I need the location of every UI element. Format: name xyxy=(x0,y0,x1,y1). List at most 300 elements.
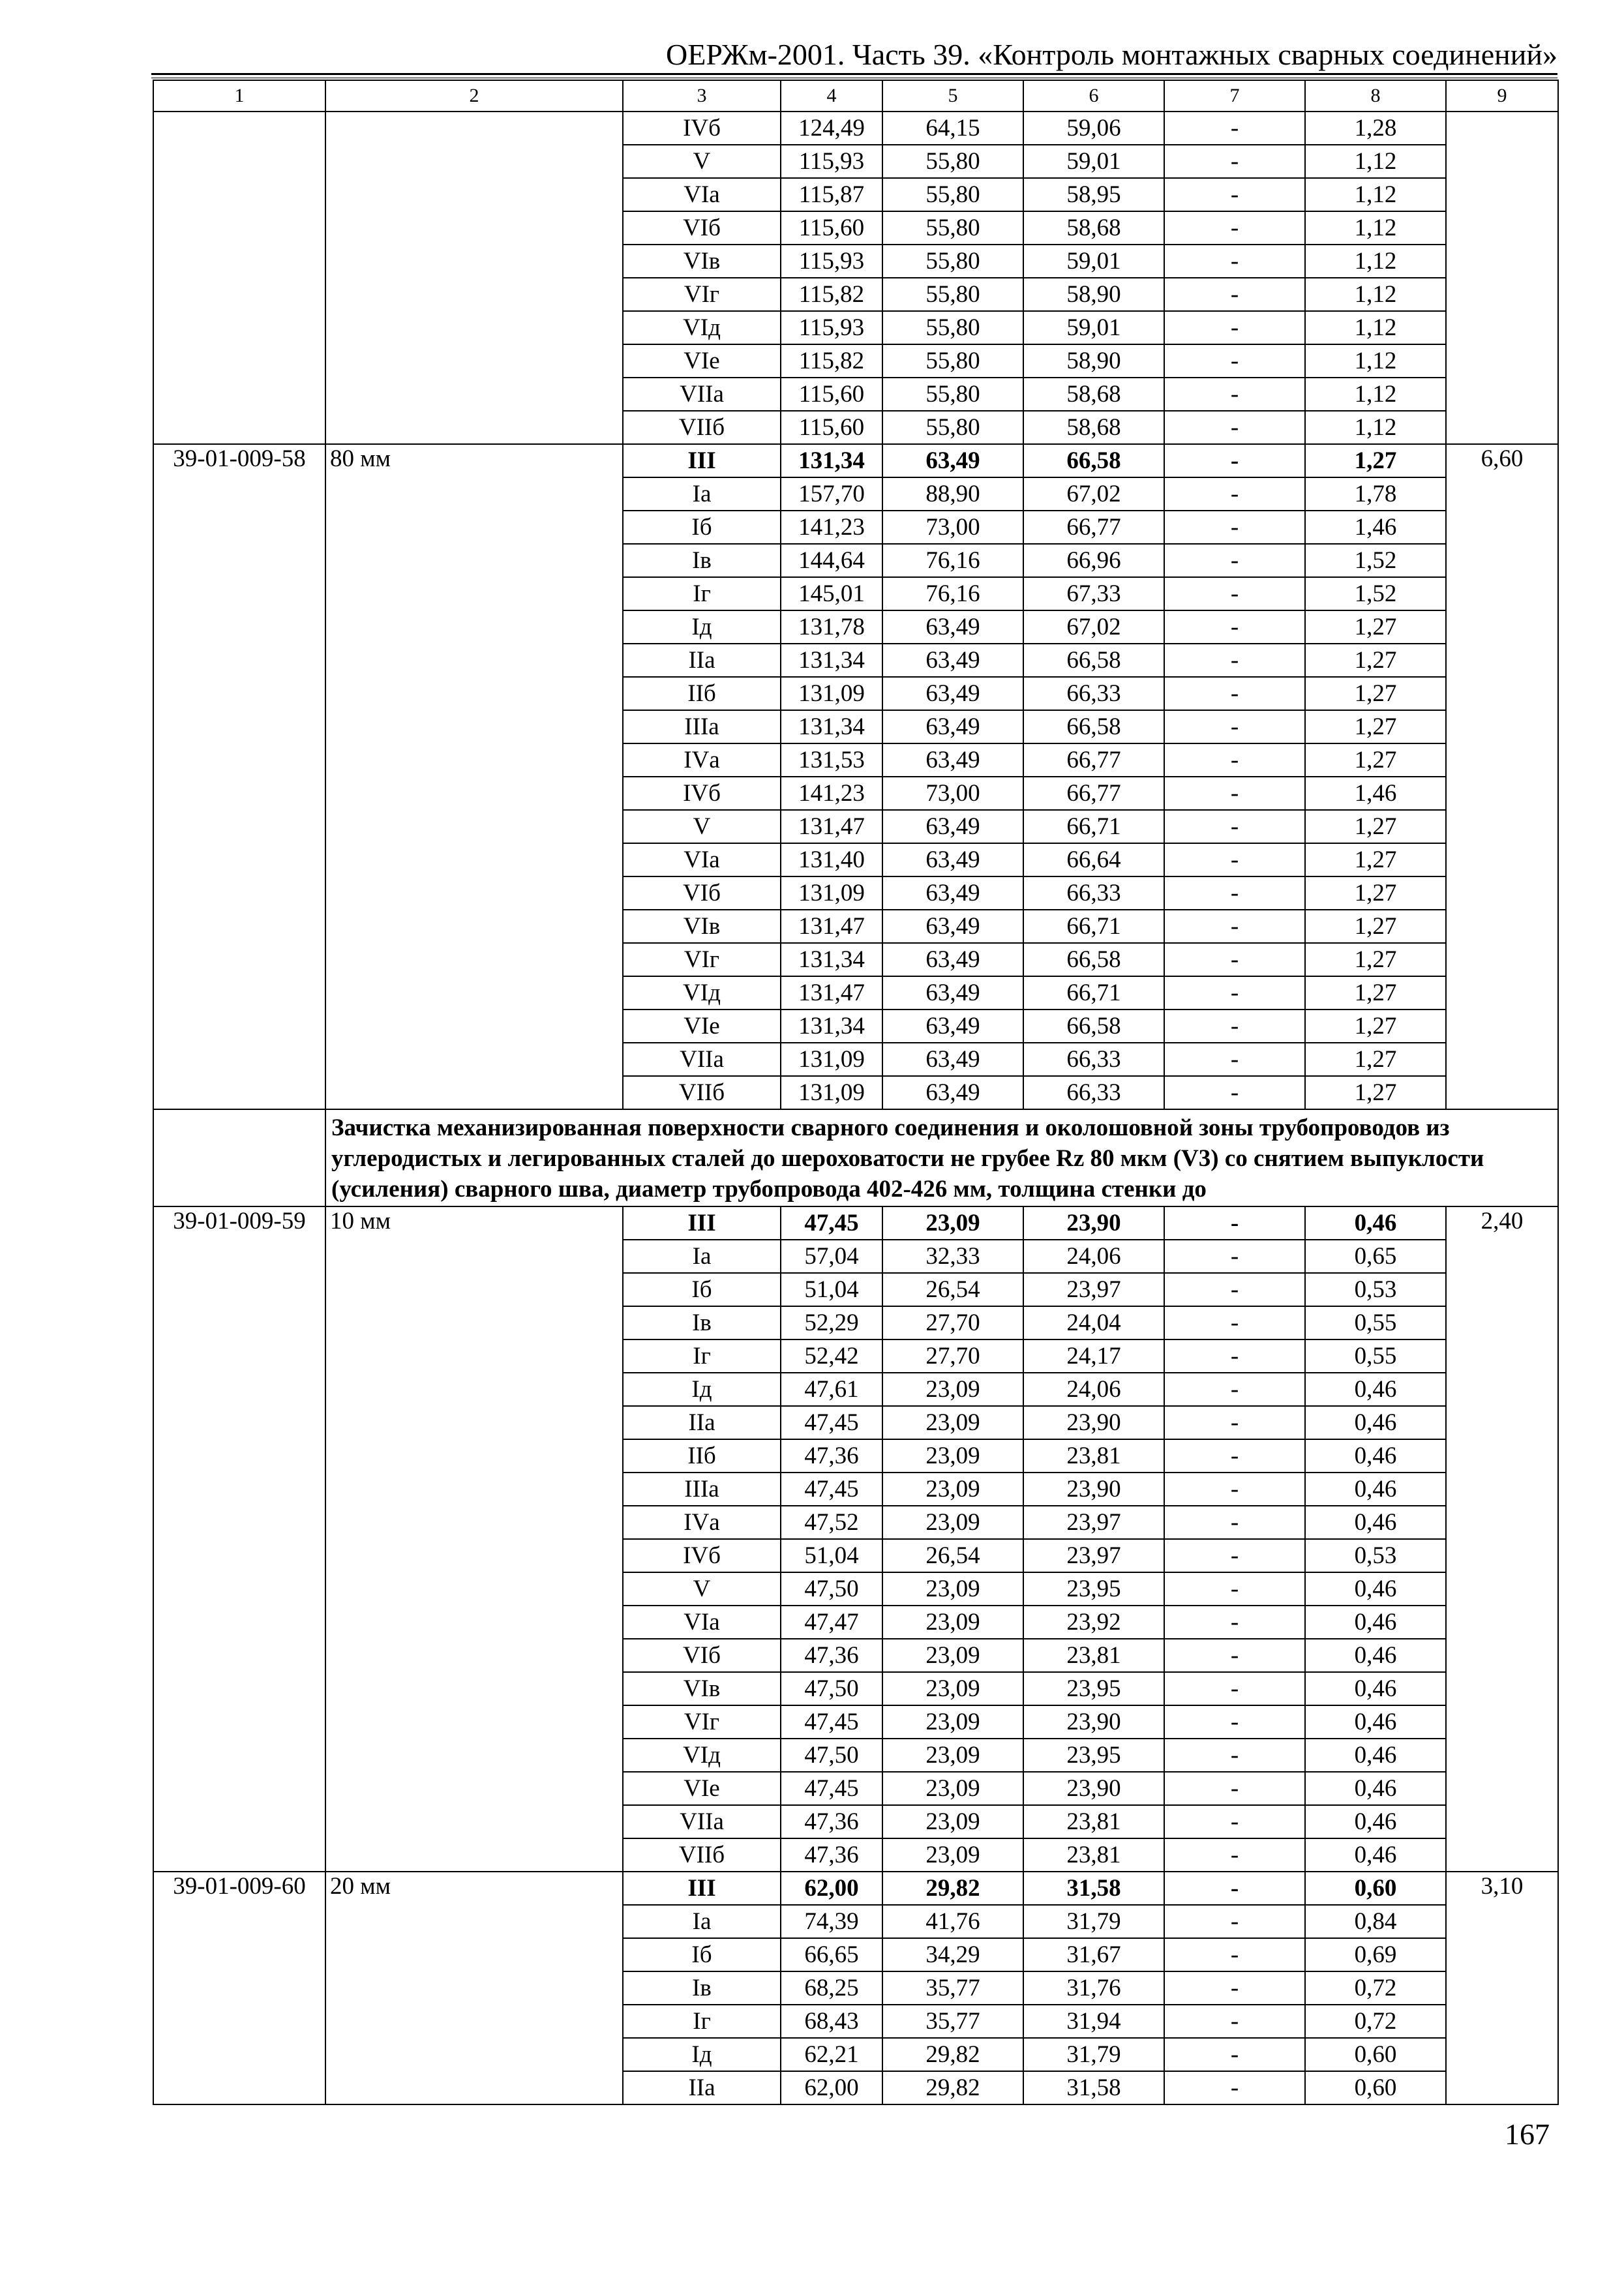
value-cell: 23,81 xyxy=(1023,1639,1164,1672)
value-cell: - xyxy=(1164,1606,1305,1639)
zone-cell: VIг xyxy=(623,278,781,311)
value-cell: 66,33 xyxy=(1023,1043,1164,1076)
zone-cell: IVа xyxy=(623,1506,781,1539)
zone-cell: VIг xyxy=(623,1705,781,1739)
value-cell: 51,04 xyxy=(781,1273,882,1306)
value-cell: - xyxy=(1164,1772,1305,1805)
value-cell: 55,80 xyxy=(882,378,1023,411)
total-cell: 2,40 xyxy=(1446,1206,1558,1872)
value-cell: 23,81 xyxy=(1023,1439,1164,1473)
zone-cell: V xyxy=(623,145,781,178)
value-cell: 66,64 xyxy=(1023,843,1164,876)
zone-cell: Iг xyxy=(623,1339,781,1373)
value-cell: 76,16 xyxy=(882,544,1023,577)
zone-cell: VIа xyxy=(623,1606,781,1639)
value-cell: - xyxy=(1164,743,1305,777)
value-cell: 23,09 xyxy=(882,1439,1023,1473)
value-cell: 0,46 xyxy=(1305,1506,1446,1539)
size-cell: 20 мм xyxy=(325,1872,623,2104)
value-cell: 1,12 xyxy=(1305,245,1446,278)
value-cell: 115,93 xyxy=(781,245,882,278)
value-cell: 0,72 xyxy=(1305,1971,1446,2005)
value-cell: 1,27 xyxy=(1305,810,1446,843)
zone-cell: VIIб xyxy=(623,1076,781,1109)
value-cell: 141,23 xyxy=(781,777,882,810)
value-cell: 1,12 xyxy=(1305,311,1446,344)
zone-cell: VIа xyxy=(623,843,781,876)
value-cell: 1,27 xyxy=(1305,677,1446,710)
value-cell: 131,47 xyxy=(781,910,882,943)
value-cell: - xyxy=(1164,1076,1305,1109)
value-cell: 47,36 xyxy=(781,1838,882,1872)
value-cell: - xyxy=(1164,1705,1305,1739)
value-cell: - xyxy=(1164,2005,1305,2038)
zone-cell: Iд xyxy=(623,610,781,644)
value-cell: 66,71 xyxy=(1023,976,1164,1010)
value-cell: 1,12 xyxy=(1305,378,1446,411)
value-cell: 57,04 xyxy=(781,1240,882,1273)
value-cell: - xyxy=(1164,1739,1305,1772)
value-cell: - xyxy=(1164,511,1305,544)
size-cell xyxy=(325,112,623,444)
value-cell: 58,95 xyxy=(1023,178,1164,211)
value-cell: 115,82 xyxy=(781,278,882,311)
zone-cell: Iб xyxy=(623,1938,781,1971)
value-cell: - xyxy=(1164,378,1305,411)
value-cell: 55,80 xyxy=(882,211,1023,245)
table-row xyxy=(153,444,1558,477)
table-row xyxy=(153,1206,1558,1240)
value-cell: 1,27 xyxy=(1305,644,1446,677)
value-cell: 66,58 xyxy=(1023,943,1164,976)
zone-cell: Iа xyxy=(623,477,781,511)
zone-cell: VIб xyxy=(623,1639,781,1672)
value-cell: 29,82 xyxy=(882,2071,1023,2104)
value-cell: 144,64 xyxy=(781,544,882,577)
column-number: 9 xyxy=(1446,80,1558,112)
value-cell: 23,81 xyxy=(1023,1838,1164,1872)
value-cell: 52,29 xyxy=(781,1306,882,1339)
value-cell: 47,45 xyxy=(781,1206,882,1240)
zone-cell: Iг xyxy=(623,577,781,610)
value-cell: - xyxy=(1164,1905,1305,1938)
value-cell: 0,53 xyxy=(1305,1539,1446,1572)
value-cell: 23,81 xyxy=(1023,1805,1164,1838)
value-cell: 63,49 xyxy=(882,644,1023,677)
value-cell: - xyxy=(1164,344,1305,378)
value-cell: 0,46 xyxy=(1305,1639,1446,1672)
zone-cell: VIIа xyxy=(623,1043,781,1076)
value-cell: - xyxy=(1164,1572,1305,1606)
total-cell xyxy=(1446,112,1558,444)
value-cell: 29,82 xyxy=(882,2038,1023,2071)
value-cell: 55,80 xyxy=(882,411,1023,444)
value-cell: 73,00 xyxy=(882,511,1023,544)
value-cell: - xyxy=(1164,444,1305,477)
value-cell: 63,49 xyxy=(882,976,1023,1010)
value-cell: 131,47 xyxy=(781,810,882,843)
value-cell: - xyxy=(1164,1639,1305,1672)
value-cell: - xyxy=(1164,1439,1305,1473)
value-cell: 59,01 xyxy=(1023,245,1164,278)
value-cell: 1,28 xyxy=(1305,112,1446,145)
value-cell: 115,60 xyxy=(781,211,882,245)
column-number: 6 xyxy=(1023,80,1164,112)
zone-cell: IIIа xyxy=(623,710,781,743)
value-cell: 66,65 xyxy=(781,1938,882,1971)
value-cell: 1,27 xyxy=(1305,743,1446,777)
value-cell: 47,61 xyxy=(781,1373,882,1406)
value-cell: 58,68 xyxy=(1023,378,1164,411)
value-cell: 24,06 xyxy=(1023,1373,1164,1406)
value-cell: 0,53 xyxy=(1305,1273,1446,1306)
value-cell: 0,55 xyxy=(1305,1306,1446,1339)
value-cell: 23,95 xyxy=(1023,1672,1164,1705)
value-cell: - xyxy=(1164,1406,1305,1439)
value-cell: 63,49 xyxy=(882,710,1023,743)
value-cell: 62,00 xyxy=(781,1872,882,1905)
value-cell: 66,71 xyxy=(1023,810,1164,843)
column-number: 8 xyxy=(1305,80,1446,112)
section-heading-row xyxy=(153,1109,1558,1206)
value-cell: - xyxy=(1164,1339,1305,1373)
column-number: 3 xyxy=(623,80,781,112)
value-cell: 58,90 xyxy=(1023,344,1164,378)
value-cell: 63,49 xyxy=(882,843,1023,876)
zone-cell: VIд xyxy=(623,1739,781,1772)
value-cell: 55,80 xyxy=(882,344,1023,378)
value-cell: 157,70 xyxy=(781,477,882,511)
value-cell: 1,27 xyxy=(1305,1043,1446,1076)
value-cell: 23,90 xyxy=(1023,1473,1164,1506)
section-heading: Зачистка механизированная поверхности сварного соединения и околошовной зоны трубопроводов из углеродистых и легированных сталей до шероховатости не грубее Rz 80 мкм (V3) со снятием выпуклости (усиления) сварного шва, диаметр трубопровода 402-426 мм, толщина стенки до xyxy=(325,1109,1558,1206)
value-cell: 67,33 xyxy=(1023,577,1164,610)
zone-cell: Iа xyxy=(623,1240,781,1273)
value-cell: 29,82 xyxy=(882,1872,1023,1905)
value-cell: 47,45 xyxy=(781,1705,882,1739)
value-cell: 23,09 xyxy=(882,1406,1023,1439)
value-cell: 31,58 xyxy=(1023,2071,1164,2104)
value-cell: 67,02 xyxy=(1023,610,1164,644)
zone-cell: VIIб xyxy=(623,411,781,444)
value-cell: 58,68 xyxy=(1023,411,1164,444)
value-cell: 63,49 xyxy=(882,610,1023,644)
zone-cell: Iв xyxy=(623,1971,781,2005)
zone-cell: IIб xyxy=(623,1439,781,1473)
table-row xyxy=(153,1872,1558,1905)
value-cell: 145,01 xyxy=(781,577,882,610)
value-cell: 1,46 xyxy=(1305,511,1446,544)
value-cell: 0,46 xyxy=(1305,1572,1446,1606)
value-cell: - xyxy=(1164,910,1305,943)
zone-cell: VIд xyxy=(623,311,781,344)
value-cell: 55,80 xyxy=(882,145,1023,178)
value-cell: - xyxy=(1164,211,1305,245)
value-cell: 131,34 xyxy=(781,1010,882,1043)
value-cell: 31,76 xyxy=(1023,1971,1164,2005)
value-cell: - xyxy=(1164,1506,1305,1539)
value-cell: 62,00 xyxy=(781,2071,882,2104)
value-cell: 1,27 xyxy=(1305,943,1446,976)
value-cell: - xyxy=(1164,810,1305,843)
value-cell: 23,09 xyxy=(882,1639,1023,1672)
value-cell: - xyxy=(1164,610,1305,644)
value-cell: 131,09 xyxy=(781,1076,882,1109)
value-cell: 131,47 xyxy=(781,976,882,1010)
value-cell: 26,54 xyxy=(882,1273,1023,1306)
value-cell: 68,43 xyxy=(781,2005,882,2038)
value-cell: 0,46 xyxy=(1305,1373,1446,1406)
value-cell: - xyxy=(1164,1971,1305,2005)
value-cell: 66,71 xyxy=(1023,910,1164,943)
value-cell: 0,46 xyxy=(1305,1838,1446,1872)
value-cell: 55,80 xyxy=(882,311,1023,344)
value-cell: 55,80 xyxy=(882,278,1023,311)
value-cell: 115,60 xyxy=(781,411,882,444)
zone-cell: IVб xyxy=(623,777,781,810)
value-cell: 1,27 xyxy=(1305,843,1446,876)
value-cell: - xyxy=(1164,1273,1305,1306)
value-cell: 1,52 xyxy=(1305,577,1446,610)
value-cell: 66,58 xyxy=(1023,444,1164,477)
value-cell: 1,12 xyxy=(1305,145,1446,178)
value-cell: 0,46 xyxy=(1305,1705,1446,1739)
value-cell: 115,82 xyxy=(781,344,882,378)
value-cell: 59,01 xyxy=(1023,145,1164,178)
value-cell: 0,55 xyxy=(1305,1339,1446,1373)
value-cell: 47,50 xyxy=(781,1672,882,1705)
zone-cell: Iа xyxy=(623,1905,781,1938)
value-cell: 58,68 xyxy=(1023,211,1164,245)
value-cell: 0,84 xyxy=(1305,1905,1446,1938)
zone-cell: VIе xyxy=(623,1772,781,1805)
zone-cell: IVб xyxy=(623,1539,781,1572)
column-number: 7 xyxy=(1164,80,1305,112)
value-cell: 63,49 xyxy=(882,677,1023,710)
value-cell: 0,69 xyxy=(1305,1938,1446,1971)
value-cell: - xyxy=(1164,145,1305,178)
value-cell: 68,25 xyxy=(781,1971,882,2005)
value-cell: 1,27 xyxy=(1305,910,1446,943)
zone-cell: IIа xyxy=(623,1406,781,1439)
zone-cell: VIIа xyxy=(623,1805,781,1838)
value-cell: 31,58 xyxy=(1023,1872,1164,1905)
value-cell: 63,49 xyxy=(882,743,1023,777)
value-cell: 0,46 xyxy=(1305,1606,1446,1639)
value-cell: - xyxy=(1164,1672,1305,1705)
value-cell: - xyxy=(1164,876,1305,910)
value-cell: 47,36 xyxy=(781,1639,882,1672)
code-cell: 39-01-009-59 xyxy=(153,1206,325,1872)
value-cell: 131,34 xyxy=(781,710,882,743)
column-number: 2 xyxy=(325,80,623,112)
value-cell: 63,49 xyxy=(882,876,1023,910)
value-cell: 1,12 xyxy=(1305,411,1446,444)
value-cell: 63,49 xyxy=(882,943,1023,976)
value-cell: 124,49 xyxy=(781,112,882,145)
value-cell: 47,36 xyxy=(781,1805,882,1838)
code-cell: 39-01-009-60 xyxy=(153,1872,325,2104)
value-cell: 23,95 xyxy=(1023,1572,1164,1606)
value-cell: - xyxy=(1164,1206,1305,1240)
value-cell: 1,12 xyxy=(1305,344,1446,378)
value-cell: 1,27 xyxy=(1305,976,1446,1010)
zone-cell: Iб xyxy=(623,1273,781,1306)
zone-cell: Iв xyxy=(623,1306,781,1339)
value-cell: - xyxy=(1164,1010,1305,1043)
value-cell: 47,50 xyxy=(781,1739,882,1772)
value-cell: - xyxy=(1164,976,1305,1010)
page-number: 167 xyxy=(1505,2117,1550,2151)
value-cell: 66,96 xyxy=(1023,544,1164,577)
zone-cell: IVб xyxy=(623,112,781,145)
value-cell: - xyxy=(1164,245,1305,278)
table-body xyxy=(153,80,1558,2104)
value-cell: 74,39 xyxy=(781,1905,882,1938)
value-cell: - xyxy=(1164,278,1305,311)
value-cell: 23,09 xyxy=(882,1473,1023,1506)
value-cell: 131,09 xyxy=(781,1043,882,1076)
value-cell: - xyxy=(1164,544,1305,577)
value-cell: 23,90 xyxy=(1023,1206,1164,1240)
zone-cell: V xyxy=(623,1572,781,1606)
value-cell: 23,09 xyxy=(882,1373,1023,1406)
value-cell: 23,09 xyxy=(882,1672,1023,1705)
total-cell: 3,10 xyxy=(1446,1872,1558,2104)
value-cell: 66,33 xyxy=(1023,876,1164,910)
table-row xyxy=(153,112,1558,145)
zone-cell: IIа xyxy=(623,2071,781,2104)
value-cell: 1,27 xyxy=(1305,1010,1446,1043)
value-cell: 66,77 xyxy=(1023,743,1164,777)
zone-cell: Iг xyxy=(623,2005,781,2038)
value-cell: 23,09 xyxy=(882,1572,1023,1606)
value-cell: - xyxy=(1164,1938,1305,1971)
value-cell: 23,09 xyxy=(882,1739,1023,1772)
value-cell: 64,15 xyxy=(882,112,1023,145)
value-cell: 32,33 xyxy=(882,1240,1023,1273)
value-cell: 31,94 xyxy=(1023,2005,1164,2038)
zone-cell: VIб xyxy=(623,211,781,245)
value-cell: - xyxy=(1164,1473,1305,1506)
value-cell: 47,45 xyxy=(781,1473,882,1506)
value-cell: - xyxy=(1164,1373,1305,1406)
zone-cell: V xyxy=(623,810,781,843)
value-cell: 66,58 xyxy=(1023,644,1164,677)
value-cell: 1,12 xyxy=(1305,211,1446,245)
value-cell: - xyxy=(1164,1240,1305,1273)
column-number: 4 xyxy=(781,80,882,112)
value-cell: - xyxy=(1164,1306,1305,1339)
value-cell: 27,70 xyxy=(882,1306,1023,1339)
value-cell: - xyxy=(1164,1872,1305,1905)
value-cell: 23,09 xyxy=(882,1838,1023,1872)
value-cell: 115,93 xyxy=(781,311,882,344)
value-cell: 66,33 xyxy=(1023,1076,1164,1109)
value-cell: 23,97 xyxy=(1023,1539,1164,1572)
zone-cell: IIб xyxy=(623,677,781,710)
column-number: 1 xyxy=(153,80,325,112)
value-cell: 35,77 xyxy=(882,2005,1023,2038)
zone-cell: VIв xyxy=(623,910,781,943)
value-cell: 0,46 xyxy=(1305,1473,1446,1506)
value-cell: 23,95 xyxy=(1023,1739,1164,1772)
value-cell: 0,46 xyxy=(1305,1772,1446,1805)
value-cell: 1,27 xyxy=(1305,1076,1446,1109)
value-cell: 59,06 xyxy=(1023,112,1164,145)
value-cell: - xyxy=(1164,1043,1305,1076)
value-cell: 1,27 xyxy=(1305,444,1446,477)
value-cell: - xyxy=(1164,2038,1305,2071)
value-cell: 115,60 xyxy=(781,378,882,411)
value-cell: 24,17 xyxy=(1023,1339,1164,1373)
value-cell: 131,09 xyxy=(781,677,882,710)
value-cell: 26,54 xyxy=(882,1539,1023,1572)
value-cell: 131,40 xyxy=(781,843,882,876)
value-cell: 1,12 xyxy=(1305,178,1446,211)
value-cell: 23,09 xyxy=(882,1206,1023,1240)
column-number-row xyxy=(153,80,1558,112)
value-cell: 23,90 xyxy=(1023,1705,1164,1739)
value-cell: 23,90 xyxy=(1023,1772,1164,1805)
value-cell: 23,09 xyxy=(882,1772,1023,1805)
code-cell: 39-01-009-58 xyxy=(153,444,325,1109)
value-cell: 131,78 xyxy=(781,610,882,644)
value-cell: - xyxy=(1164,677,1305,710)
total-cell: 6,60 xyxy=(1446,444,1558,1109)
value-cell: 23,09 xyxy=(882,1805,1023,1838)
value-cell: 63,49 xyxy=(882,810,1023,843)
value-cell: 24,04 xyxy=(1023,1306,1164,1339)
zone-cell: III xyxy=(623,1206,781,1240)
value-cell: 35,77 xyxy=(882,1971,1023,2005)
zone-cell: IIа xyxy=(623,644,781,677)
value-cell: 115,93 xyxy=(781,145,882,178)
value-cell: 1,78 xyxy=(1305,477,1446,511)
value-cell: 62,21 xyxy=(781,2038,882,2071)
value-cell: - xyxy=(1164,411,1305,444)
value-cell: 63,49 xyxy=(882,1076,1023,1109)
value-cell: - xyxy=(1164,178,1305,211)
value-cell: 0,46 xyxy=(1305,1406,1446,1439)
value-cell: 47,50 xyxy=(781,1572,882,1606)
zone-cell: VIв xyxy=(623,245,781,278)
value-cell: 41,76 xyxy=(882,1905,1023,1938)
value-cell: 66,77 xyxy=(1023,511,1164,544)
zone-cell: Iб xyxy=(623,511,781,544)
value-cell: 63,49 xyxy=(882,910,1023,943)
value-cell: 0,46 xyxy=(1305,1672,1446,1705)
value-cell: - xyxy=(1164,112,1305,145)
value-cell: 76,16 xyxy=(882,577,1023,610)
value-cell: 1,52 xyxy=(1305,544,1446,577)
value-cell: - xyxy=(1164,311,1305,344)
zone-cell: VIа xyxy=(623,178,781,211)
value-cell: 73,00 xyxy=(882,777,1023,810)
value-cell: 51,04 xyxy=(781,1539,882,1572)
value-cell: 63,49 xyxy=(882,444,1023,477)
value-cell: 141,23 xyxy=(781,511,882,544)
column-number: 5 xyxy=(882,80,1023,112)
value-cell: 23,90 xyxy=(1023,1406,1164,1439)
zone-cell: VIIб xyxy=(623,1838,781,1872)
header-rule xyxy=(151,73,1557,78)
value-cell: 66,77 xyxy=(1023,777,1164,810)
value-cell: 63,49 xyxy=(882,1010,1023,1043)
value-cell: - xyxy=(1164,577,1305,610)
value-cell: 1,27 xyxy=(1305,876,1446,910)
zone-cell: VIб xyxy=(623,876,781,910)
